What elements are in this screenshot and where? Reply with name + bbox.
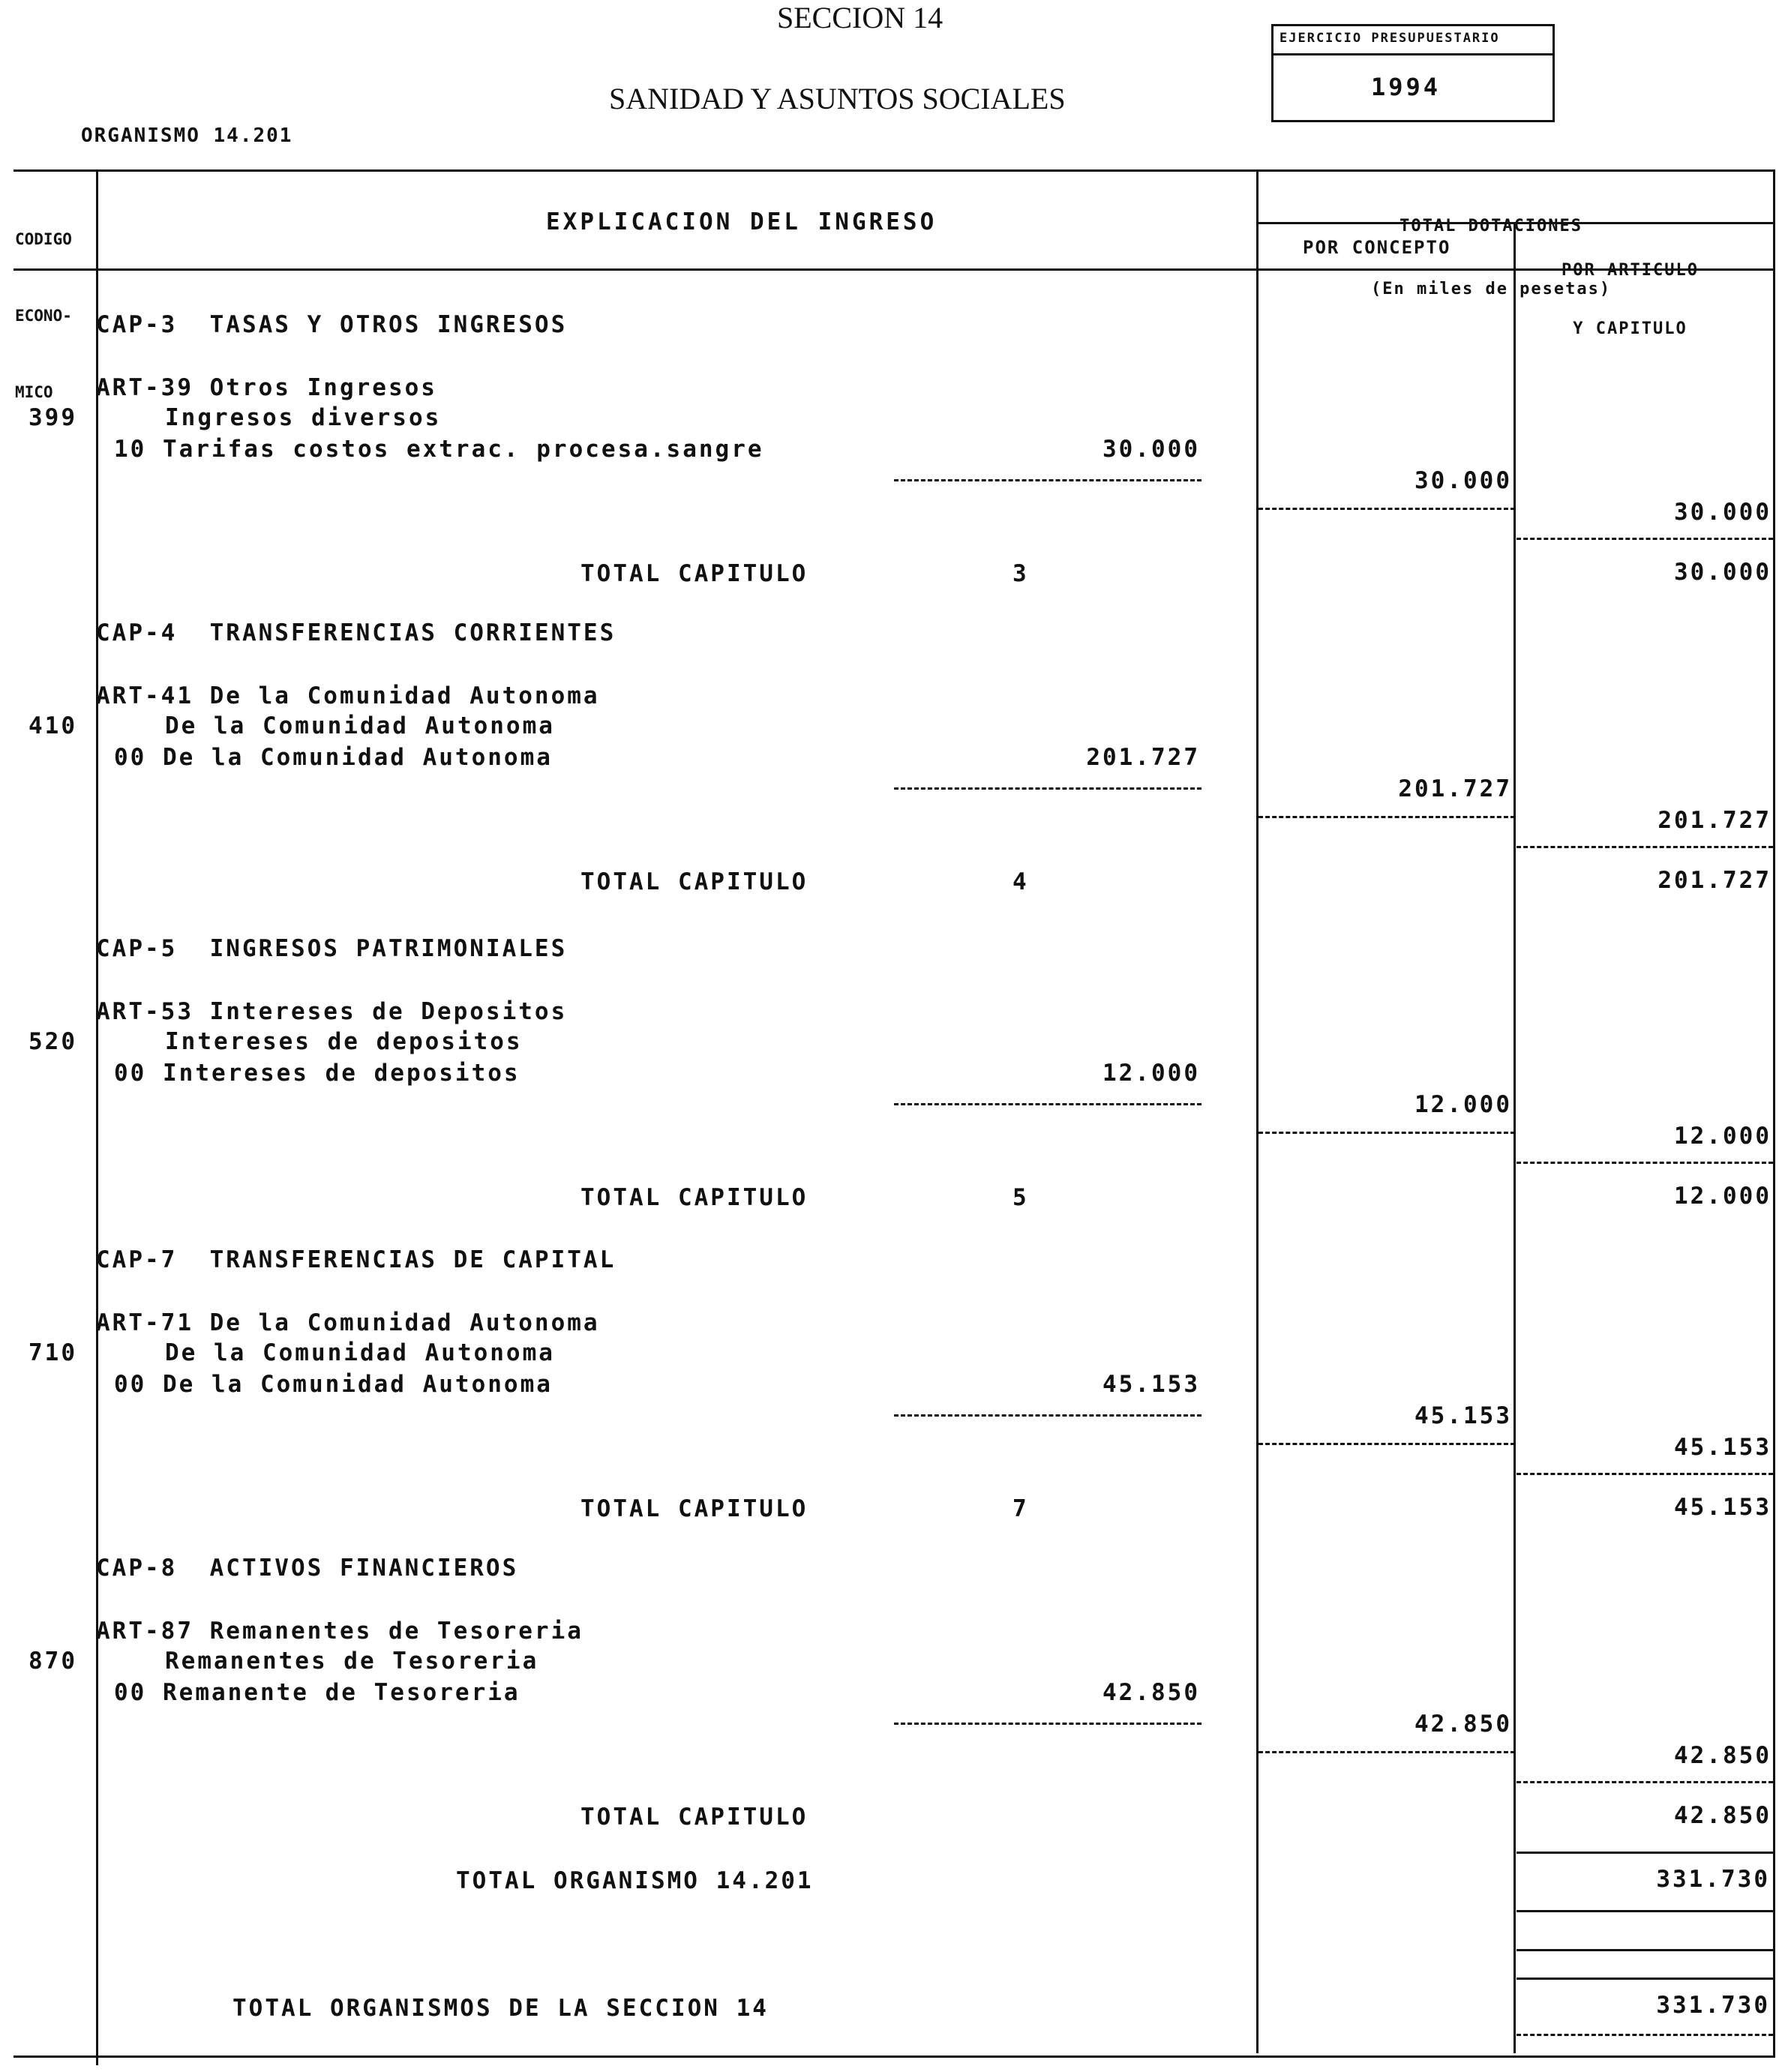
economic-code: 410 [28,712,77,739]
concepto-rule [1258,1132,1515,1134]
concept-label: Ingresos diversos [165,404,442,431]
subconcept-amount: 201.727 [1086,744,1200,771]
articulo-heading: ART-39 Otros Ingresos [96,374,437,401]
codigo-header: CODIGO ECONO- MICO [15,230,72,401]
total-organismo-value: 331.730 [1656,1866,1770,1893]
por-articulo-value: 42.850 [1674,1742,1772,1769]
total-capitulo-value: 30.000 [1674,559,1772,586]
codigo-divider [96,169,98,2065]
total-dotaciones-header: TOTAL DOTACIONES (En miles de pesetas) [1371,217,1612,298]
total-capitulo-number: 5 [1012,1184,1029,1211]
capitulo-heading: CAP-7 TRANSFERENCIAS DE CAPITAL [96,1246,616,1273]
articulo-heading: ART-41 De la Comunidad Autonoma [96,682,600,709]
por-articulo-value: 12.000 [1674,1123,1772,1150]
organismo-label: ORGANISMO 14.201 [81,124,293,147]
subconcept-label: 00 Intereses de depositos [114,1060,520,1087]
total-capitulo-label: TOTAL CAPITULO [580,868,808,895]
articulo-heading: ART-71 De la Comunidad Autonoma [96,1309,600,1336]
por-articulo-header: POR ARTICULO Y CAPITULO [1562,261,1699,338]
total-capitulo-number: 7 [1012,1495,1029,1522]
economic-code: 870 [28,1648,77,1675]
total-capitulo-value: 42.850 [1674,1802,1772,1829]
total-capitulo-label: TOTAL CAPITULO [580,560,808,587]
concepto-rule [1258,1443,1515,1445]
concept-label: De la Comunidad Autonoma [165,1339,555,1366]
concepto-divider [1514,222,1516,2053]
capitulo-heading: CAP-3 TASAS Y OTROS INGRESOS [96,311,568,338]
articulo-rule [1516,1162,1773,1164]
subconcept-amount: 30.000 [1102,436,1200,463]
total-capitulo-label: TOTAL CAPITULO [580,1495,808,1522]
subconcept-label: 00 De la Comunidad Autonoma [114,1371,553,1398]
total-capitulo-value: 45.153 [1674,1494,1772,1521]
subconcept-label: 00 Remanente de Tesoreria [114,1679,520,1706]
concepto-rule [1258,508,1515,510]
amount-rule [894,1723,1202,1725]
seccion-heading: SECCION 14 [777,1,944,34]
concept-label: De la Comunidad Autonoma [165,712,555,739]
rule-dashed [1516,2034,1773,2036]
capitulo-heading: CAP-8 ACTIVOS FINANCIEROS [96,1555,519,1582]
subconcept-label: 10 Tarifas costos extrac. procesa.sangre [114,436,764,463]
economic-code: 399 [28,404,77,431]
capitulo-heading: CAP-5 INGRESOS PATRIMONIALES [96,935,568,962]
por-articulo-value: 30.000 [1674,499,1772,526]
por-articulo-value: 45.153 [1674,1434,1772,1461]
ejercicio-label: EJERCICIO PRESUPUESTARIO [1280,31,1500,46]
total-capitulo-number: 4 [1012,868,1029,895]
amount-rule [894,1414,1202,1417]
amount-rule [894,1103,1202,1105]
rule [1516,1949,1773,1951]
por-concepto-value: 42.850 [1414,1711,1512,1738]
por-concepto-header: POR CONCEPTO [1303,237,1451,258]
total-seccion-label: TOTAL ORGANISMOS DE LA SECCION 14 [232,1995,769,2022]
articulo-rule [1516,1473,1773,1475]
rule [1516,1978,1773,1980]
articulo-rule [1516,538,1773,540]
explicacion-header: EXPLICACION DEL INGRESO [546,208,938,235]
concept-label: Intereses de depositos [165,1028,523,1055]
total-organismo-label: TOTAL ORGANISMO 14.201 [456,1867,814,1894]
total-capitulo-value: 201.727 [1658,867,1772,894]
economic-code: 520 [28,1028,77,1055]
subconcept-label: 00 De la Comunidad Autonoma [114,744,553,771]
ejercicio-year: 1994 [1371,73,1442,101]
por-concepto-value: 45.153 [1414,1402,1512,1429]
explicacion-divider [1256,169,1258,2053]
total-capitulo-number: 3 [1012,560,1029,587]
rule [1516,1852,1773,1854]
concepto-rule [1258,816,1515,818]
economic-code: 710 [28,1339,77,1366]
por-concepto-value: 30.000 [1414,467,1512,494]
total-capitulo-label: TOTAL CAPITULO [580,1184,808,1211]
articulo-rule [1516,1781,1773,1783]
por-articulo-value: 201.727 [1658,807,1772,834]
articulo-heading: ART-87 Remanentes de Tesoreria [96,1618,584,1645]
subconcept-amount: 45.153 [1102,1371,1200,1398]
page-title: SANIDAD Y ASUNTOS SOCIALES [609,82,1066,115]
capitulo-heading: CAP-4 TRANSFERENCIAS CORRIENTES [96,619,616,646]
por-concepto-value: 201.727 [1398,775,1512,802]
total-seccion-value: 331.730 [1656,1992,1770,2019]
amount-rule [894,479,1202,481]
ejercicio-box [1271,24,1555,122]
por-concepto-value: 12.000 [1414,1091,1512,1118]
rule [1516,1910,1773,1912]
total-capitulo-value: 12.000 [1674,1183,1772,1210]
concept-label: Remanentes de Tesoreria [165,1648,539,1675]
articulo-heading: ART-53 Intereses de Depositos [96,998,568,1025]
concepto-rule [1258,1751,1515,1753]
articulo-rule [1516,846,1773,848]
subconcept-amount: 42.850 [1102,1679,1200,1706]
total-capitulo-label: TOTAL CAPITULO [580,1804,808,1831]
subconcept-amount: 12.000 [1102,1060,1200,1087]
amount-rule [894,787,1202,790]
